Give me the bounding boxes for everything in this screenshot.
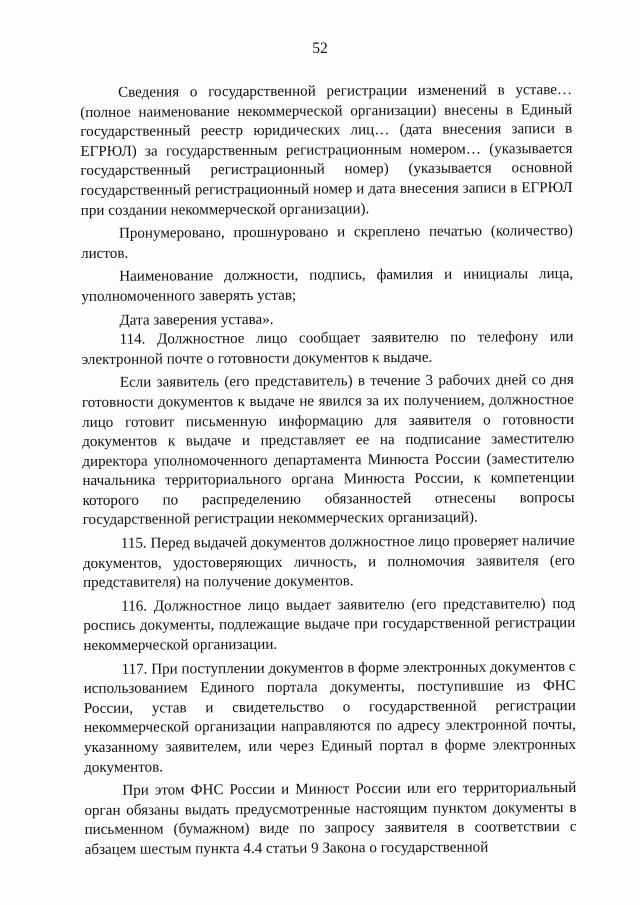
paragraph-official-position: Наименование должности, подпись, фамилия и инициалы лица, уполномоченного заверять устав; [81,266,574,305]
paragraph-registration-info: Сведения о государственной регистрации изменений в уставе… (полное наименование некоммерческой организации) внесены в Единый государственный реестр юридических лиц… (дата внесения записи в ЕГРЮЛ) за государственным регистрационным номером… (указывается государственный регистрационный номер) (указывается основной государственный регистрационный номер и дата внесения записи в ЕГРЮЛ при создании некоммерческой организации). [80,81,573,219]
paragraph-paper-form: При этом ФНС России и Минюст России или его территориальный орган обязаны выдать предусмотренные настоящим пунктом документы в письменном (бумажном) виде по запросу заявителя в соответствии с абзацем шестым пункта 4.4 статьи 9 Закона о государственной [84,780,577,858]
paragraph-116: 116. Должностное лицо выдает заявителю (его представителю) под роспись документы, подлежащие выдаче при государственной регистрации некоммерческой организации. [83,595,576,655]
document-body [80,81,577,861]
paragraph-applicant-absence: Если заявитель (его представитель) в течение 3 рабочих дней со дня готовности документов к выдаче не явился за их получением, должностное лицо готовит письменную информацию для заявителя о готовности документов к выдаче и представляет ее на подписание заместителю директора уполномоченного департамента Минюста России (заместителю начальника территориального органа Минюста России, к компетенции которого по распределению обязанностей отнесены вопросы государственной регистрации некоммерческих организаций). [81,372,575,529]
paragraph-certification-date: Дата заверения устава». [119,311,274,329]
paragraph-117: 117. При поступлении документов в форме электронных документов с использованием Единого портала документы, поступившие из ФНС России, устав и свидетельство о государственной регистрации некоммерческой организации направляются по адресу электронной почты, указанному заявителем, или через Единый портал в форме электронных документов. [83,658,577,776]
page-number: 52 [312,40,328,57]
paragraph-numbered-sheets: Пронумеровано, прошнуровано и скреплено печатью (количество) листов. [80,223,573,262]
paragraph-114: 114. Должностное лицо сообщает заявителю по телефону или электронной почте о готовности документов к выдаче. [81,329,574,368]
paragraph-115: 115. Перед выдачей документов должностное лицо проверяет наличие документов, удостоверяющих личность, и полномочия заявителя (его представителя) на получение документов. [82,533,575,592]
